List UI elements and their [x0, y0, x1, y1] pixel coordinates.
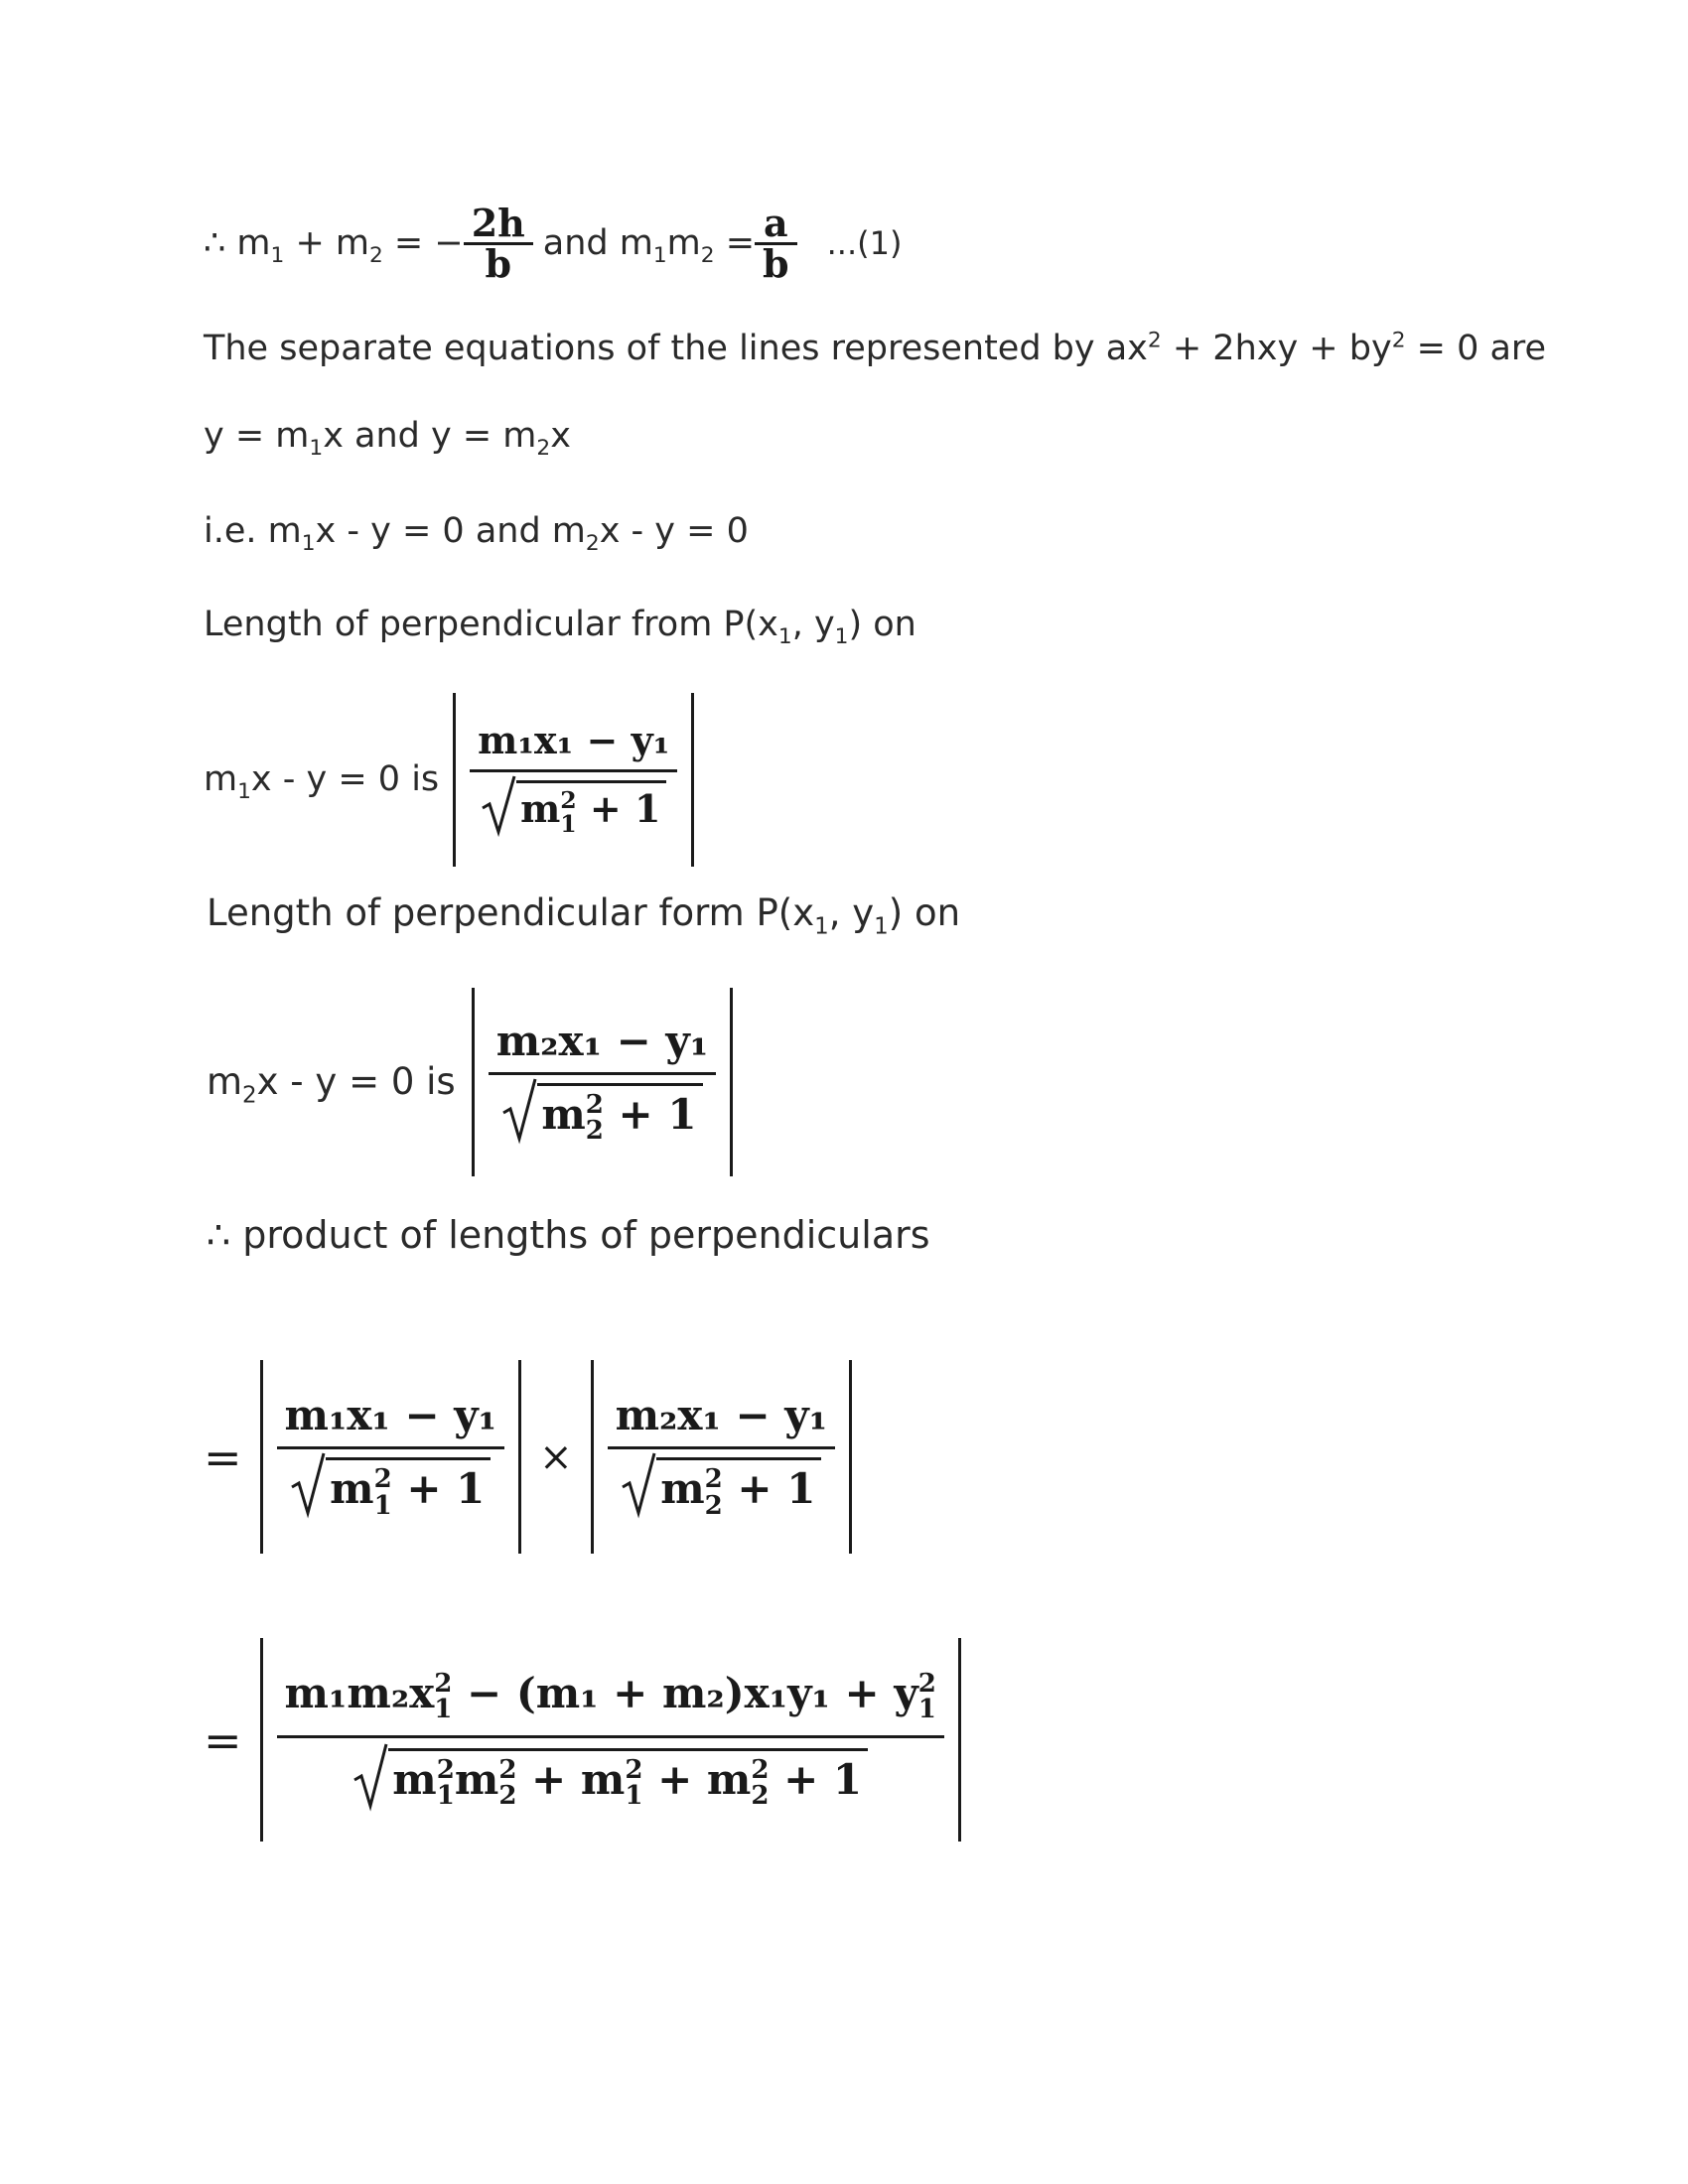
sqrt-m2-squared-plus-1: m 2 2 + 1 — [501, 1083, 702, 1144]
sqrt-m1-squared-plus-1: m 2 1 + 1 — [481, 780, 666, 836]
sqrt-combined-denominator: m 2 1 m 2 2 + m 2 1 + m 2 2 + 1 — [352, 1748, 868, 1809]
product-expression — [204, 1360, 852, 1554]
fraction-perp-2: m₂x₁ − y₁ m 2 2 + 1 — [489, 1021, 717, 1144]
abs-value-term-1 — [260, 1360, 522, 1554]
line-1-equation: $m_1x - y = 0$ is — [204, 759, 440, 804]
line-equations-slope-form: $y = m_1x$ and $y = m_2x$ — [204, 416, 571, 461]
sqrt-term-1: m 2 1 + 1 — [290, 1457, 491, 1518]
slope-relations-line — [204, 194, 902, 293]
fraction-term-2: m₂x₁ − y₁ m 2 2 + 1 — [608, 1395, 836, 1518]
equation-reference: ...(1) — [826, 223, 903, 262]
line-2-equation: $m_2x - y = 0$ is — [207, 1059, 456, 1109]
radical-sign-icon — [621, 1451, 656, 1515]
times-sign: × — [539, 1433, 573, 1480]
radical-sign-icon — [481, 774, 516, 834]
fraction-combined — [277, 1669, 944, 1811]
fraction-2h-over-b: $\frac{2h}{b}$ — [464, 205, 533, 283]
perpendicular-heading-1: Length of perpendicular from $P(x_1$, $y_1$) on — [204, 605, 916, 649]
product-of-lengths-heading: ∴ product of lengths of perpendiculars — [207, 1213, 930, 1257]
fraction-perp-1: m₁x₁ − y₁ m 2 1 + 1 — [470, 722, 677, 836]
radical-sign-icon — [290, 1451, 326, 1515]
combined-expression — [204, 1643, 961, 1837]
perpendicular-heading-2: Length of perpendicular form $P(x_1$, $y_1$) on — [207, 891, 961, 940]
radical-sign-icon — [352, 1742, 388, 1808]
abs-value-combined — [260, 1638, 961, 1842]
equals-sign: = — [204, 1430, 242, 1484]
combined-numerator: m₁m₂x 2 1 − (m₁ + m₂)x₁y₁ + y 2 1 — [284, 1669, 936, 1725]
equals-sign: = — [204, 1712, 242, 1767]
abs-value-term-2 — [591, 1360, 853, 1554]
separate-equations-sentence: The separate equations of the lines represented by $ax^2 + 2hxy + by^2 = 0$ are — [204, 328, 1547, 368]
abs-value-perp-2 — [472, 988, 734, 1176]
product-of-slopes-lhs: and $m_1m_2$ = — [542, 223, 756, 268]
abs-value-perp-1 — [453, 693, 694, 867]
fraction-term-1: m₁x₁ − y₁ m 2 1 + 1 — [277, 1395, 505, 1518]
fraction-a-over-b: $\frac{a}{b}$ — [755, 205, 797, 283]
sum-of-slopes-lhs: ∴ $m_1 + m_2$ = − — [204, 223, 464, 268]
line-equations-general-form: i.e. $m_1x - y = 0$ and $m_2x - y = 0$ — [204, 511, 749, 556]
perpendicular-length-1 — [204, 690, 694, 869]
sqrt-term-2: m 2 2 + 1 — [621, 1457, 821, 1518]
radical-sign-icon — [501, 1077, 537, 1141]
perpendicular-length-2 — [207, 983, 733, 1181]
